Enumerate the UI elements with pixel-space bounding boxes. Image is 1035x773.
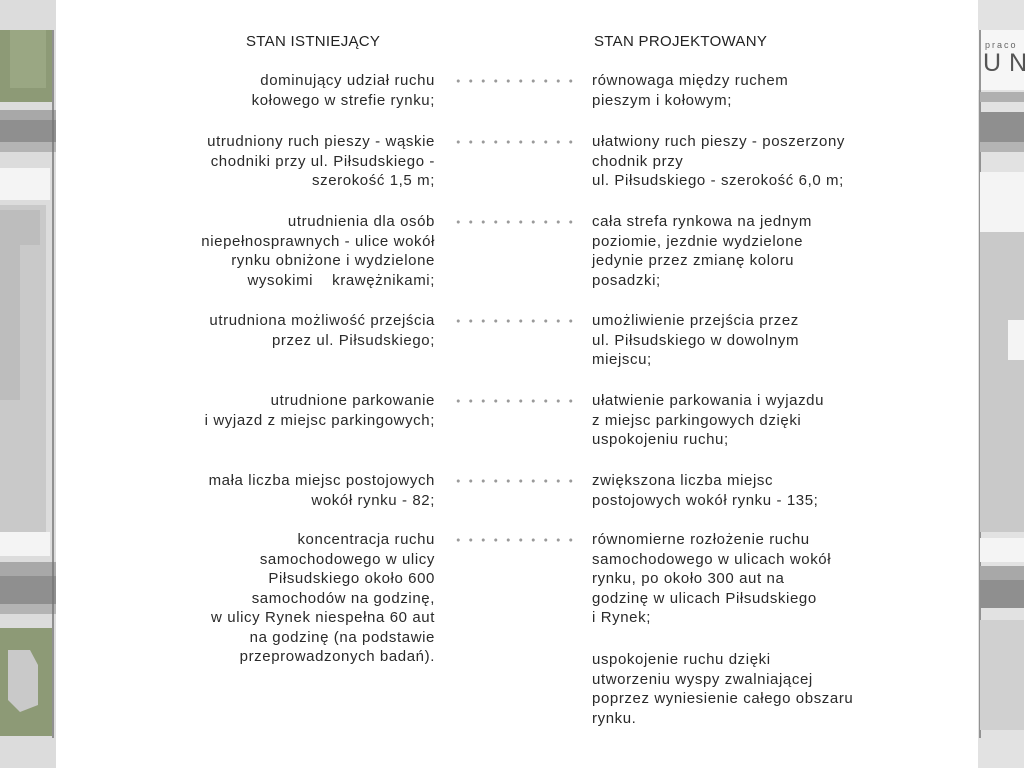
brand-caption-small: praco (985, 40, 1018, 50)
existing-state-text: utrudnione parkowanie i wyjazd z miejsc parkingowych; (204, 392, 435, 429)
site-plan-right-fragment (978, 0, 1024, 768)
designed-state-text: zwiększona liczba miejsc postojowych wokół rynku - 135; (592, 472, 819, 509)
dotted-connector (452, 538, 578, 542)
designed-state-text: równowaga między ruchem pieszym i kołowym; (592, 72, 789, 109)
dotted-connector (452, 220, 578, 224)
dotted-connector (452, 79, 578, 83)
existing-state-text: dominujący udział ruchu kołowego w strefie rynku; (251, 72, 435, 109)
designed-state-extra-text: uspokojenie ruchu dzięki utworzeniu wyspy zwalniającej poprzez wyniesienie całego obszaru rynku. (592, 651, 854, 727)
designed-state-text: ułatwienie parkowania i wyjazdu z miejsc parkingowych dzięki uspokojeniu ruchu; (592, 392, 825, 448)
dotted-connector (452, 479, 578, 483)
existing-state-text: mała liczba miejsc postojowych wokół rynku - 82; (208, 472, 435, 509)
existing-state-text: koncentracja ruchu samochodowego w ulicy Piłsudskiego około 600 samochodów na godzinę, w ulicy Rynek niespełna 60 aut na godzinę (na podstawie przeprowadzonych badań). (211, 531, 435, 665)
existing-state-text: utrudnienia dla osób niepełnosprawnych - ulice wokół rynku obniżone i wydzielone wysokimi krawężnikami; (201, 213, 435, 289)
heading-existing-state: STAN ISTNIEJĄCY (246, 33, 381, 50)
dotted-connector (452, 319, 578, 323)
existing-state-text: utrudniony ruch pieszy - wąskie chodniki przy ul. Piłsudskiego - szerokość 1,5 m; (207, 133, 435, 189)
site-plan-left-fragment (0, 0, 56, 768)
brand-caption-large: UN (983, 49, 1035, 77)
dotted-connector (452, 140, 578, 144)
designed-state-text: ułatwiony ruch pieszy - poszerzony chodnik przy ul. Piłsudskiego - szerokość 6,0 m; (592, 133, 846, 189)
dotted-connector (452, 399, 578, 403)
designed-state-text: umożliwienie przejścia przez ul. Piłsudskiego w dowolnym miejscu; (592, 312, 800, 368)
site-plan-right-graphic (978, 0, 1024, 768)
designed-state-text: cała strefa rynkowa na jednym poziomie, jezdnie wydzielone jedynie przez zmianę koloru posadzki; (592, 213, 812, 289)
site-plan-left-graphic (0, 0, 56, 768)
existing-state-text: utrudniona możliwość przejścia przez ul. Piłsudskiego; (209, 312, 435, 349)
designed-state-text: równomierne rozłożenie ruchu samochodowego w ulicach wokół rynku, po około 300 aut na godzinę w ulicach Piłsudskiego i Rynek; (592, 531, 832, 626)
heading-designed-state: STAN PROJEKTOWANY (594, 33, 768, 50)
